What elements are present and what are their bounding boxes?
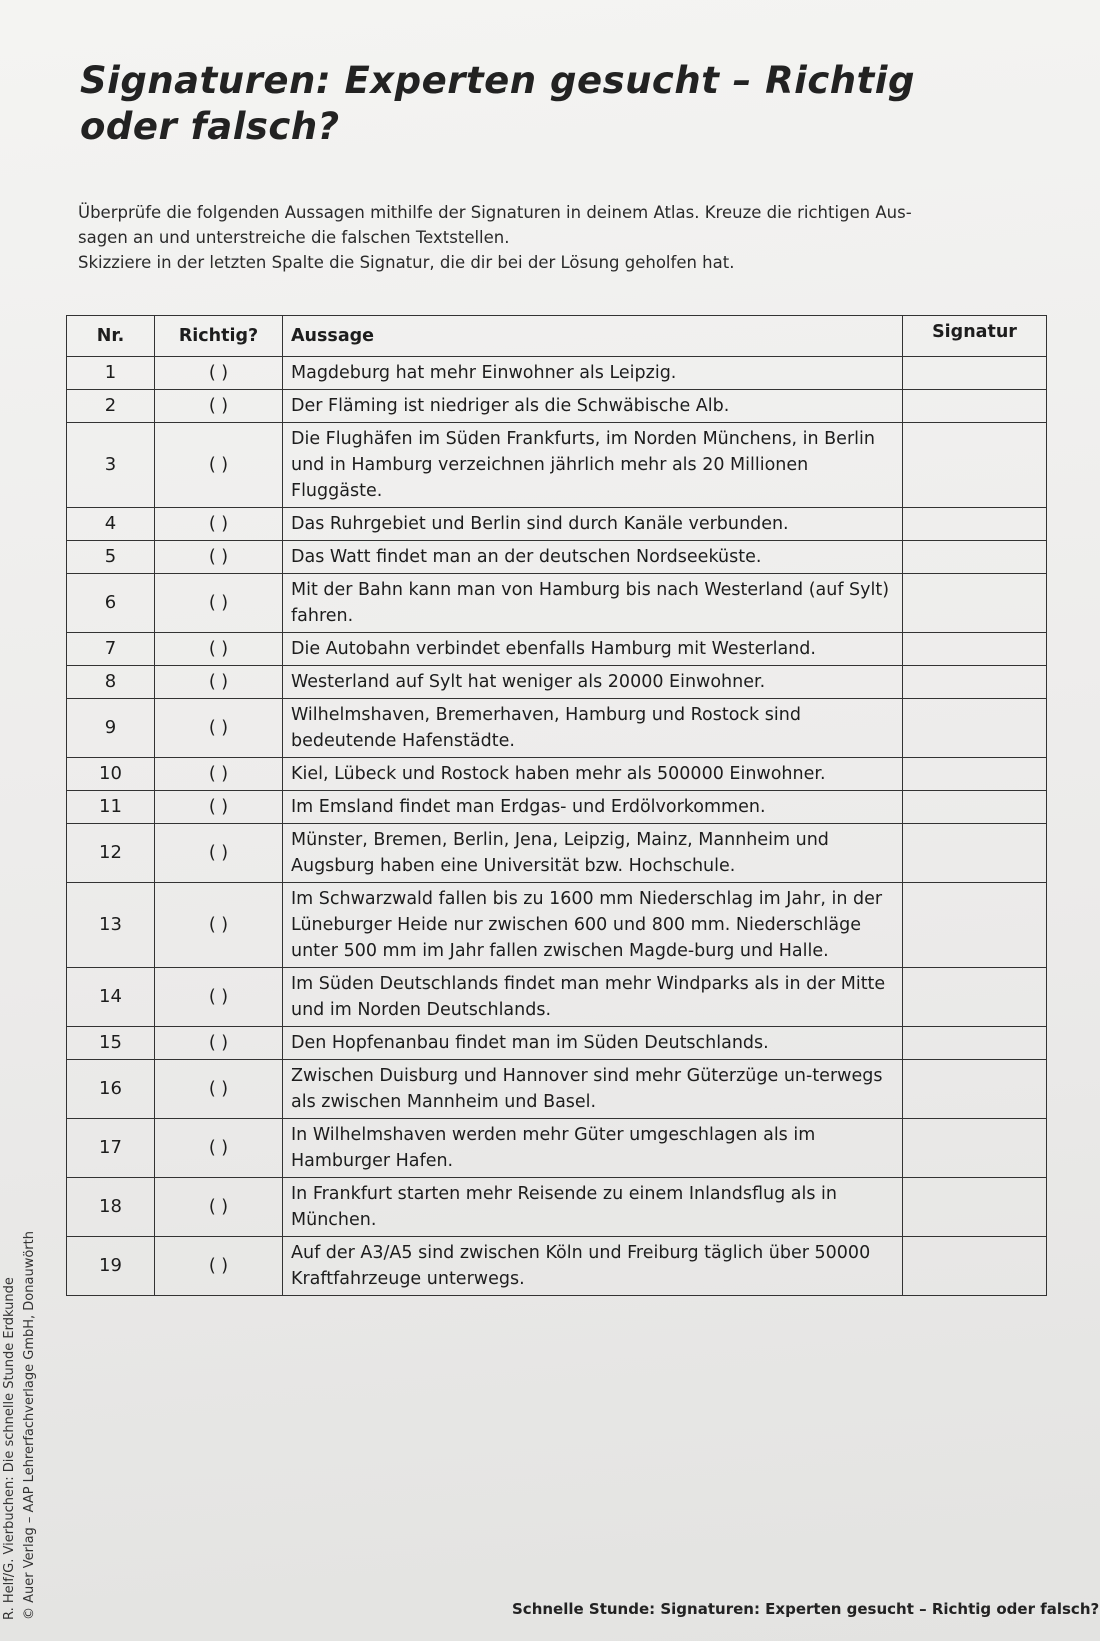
table-row [67,1237,1047,1296]
richtig-checkbox[interactable]: ( ) [155,758,283,791]
richtig-checkbox[interactable]: ( ) [155,1178,283,1237]
richtig-checkbox[interactable]: ( ) [155,883,283,968]
row-number: 1 [67,357,155,390]
signatur-sketch-cell[interactable] [903,1027,1047,1060]
table-row [67,1027,1047,1060]
row-number: 19 [67,1237,155,1296]
side-credit [0,1120,44,1620]
signatur-sketch-cell[interactable] [903,357,1047,390]
signatur-sketch-cell[interactable] [903,633,1047,666]
richtig-checkbox[interactable]: ( ) [155,1237,283,1296]
signatur-sketch-cell[interactable] [903,423,1047,508]
statement-text: In Frankfurt starten mehr Reisende zu einem Inlandsflug als in München. [283,1178,903,1237]
header-aussage: Aussage [283,316,903,357]
richtig-checkbox[interactable]: ( ) [155,1027,283,1060]
statement-text: Im Schwarzwald fallen bis zu 1600 mm Niederschlag im Jahr, in der Lüneburger Heide nur zwischen 600 und 800 mm. Niederschläge unter 500 mm im Jahr fallen zwischen Magde-burg und Halle. [283,883,903,968]
statement-text: Magdeburg hat mehr Einwohner als Leipzig. [283,357,903,390]
signatur-sketch-cell[interactable] [903,390,1047,423]
signatur-sketch-cell[interactable] [903,1119,1047,1178]
signatur-sketch-cell[interactable] [903,791,1047,824]
row-number: 9 [67,699,155,758]
richtig-checkbox[interactable]: ( ) [155,1060,283,1119]
richtig-checkbox[interactable]: ( ) [155,824,283,883]
row-number: 11 [67,791,155,824]
statement-text: Münster, Bremen, Berlin, Jena, Leipzig, Mainz, Mannheim und Augsburg haben eine Universität bzw. Hochschule. [283,824,903,883]
signatur-sketch-cell[interactable] [903,574,1047,633]
table-row [67,666,1047,699]
signatur-sketch-cell[interactable] [903,1060,1047,1119]
table-row [67,758,1047,791]
richtig-checkbox[interactable]: ( ) [155,357,283,390]
table-row [67,357,1047,390]
signatur-sketch-cell[interactable] [903,758,1047,791]
table-row [67,824,1047,883]
row-number: 8 [67,666,155,699]
statement-text: Im Süden Deutschlands findet man mehr Windparks als in der Mitte und im Norden Deutschlands. [283,968,903,1027]
richtig-checkbox[interactable]: ( ) [155,423,283,508]
statement-text: Kiel, Lübeck und Rostock haben mehr als 500000 Einwohner. [283,758,903,791]
row-number: 10 [67,758,155,791]
signatur-sketch-cell[interactable] [903,541,1047,574]
signatur-sketch-cell[interactable] [903,883,1047,968]
statement-text: Die Flughäfen im Süden Frankfurts, im Norden Münchens, in Berlin und in Hamburg verzeichnen jährlich mehr als 20 Millionen Fluggäste. [283,423,903,508]
instruction-line: sagen an und unterstreiche die falschen Textstellen. [78,228,510,247]
row-number: 4 [67,508,155,541]
signatur-sketch-cell[interactable] [903,666,1047,699]
signatur-sketch-cell[interactable] [903,1237,1047,1296]
statement-text: Westerland auf Sylt hat weniger als 20000 Einwohner. [283,666,903,699]
table-row [67,541,1047,574]
signatur-sketch-cell[interactable] [903,968,1047,1027]
richtig-checkbox[interactable]: ( ) [155,699,283,758]
row-number: 6 [67,574,155,633]
statement-text: Auf der A3/A5 sind zwischen Köln und Freiburg täglich über 50000 Kraftfahrzeuge unterwegs. [283,1237,903,1296]
header-richtig: Richtig? [155,316,283,357]
statement-text: Wilhelmshaven, Bremerhaven, Hamburg und Rostock sind bedeutende Hafenstädte. [283,699,903,758]
table-row [67,633,1047,666]
richtig-checkbox[interactable]: ( ) [155,508,283,541]
table-row [67,423,1047,508]
richtig-checkbox[interactable]: ( ) [155,666,283,699]
statement-text: Den Hopfenanbau findet man im Süden Deutschlands. [283,1027,903,1060]
row-number: 12 [67,824,155,883]
table-row [67,1119,1047,1178]
richtig-checkbox[interactable]: ( ) [155,791,283,824]
table-row [67,791,1047,824]
signatur-sketch-cell[interactable] [903,824,1047,883]
statement-text: Der Fläming ist niedriger als die Schwäbische Alb. [283,390,903,423]
row-number: 3 [67,423,155,508]
statement-text: Das Watt findet man an der deutschen Nordseeküste. [283,541,903,574]
row-number: 18 [67,1178,155,1237]
signatur-sketch-cell[interactable] [903,699,1047,758]
richtig-checkbox[interactable]: ( ) [155,574,283,633]
statement-text: Zwischen Duisburg und Hannover sind mehr Güterzüge un-terwegs als zwischen Mannheim und Basel. [283,1060,903,1119]
richtig-checkbox[interactable]: ( ) [155,390,283,423]
row-number: 17 [67,1119,155,1178]
statement-text: Mit der Bahn kann man von Hamburg bis nach Westerland (auf Sylt) fahren. [283,574,903,633]
row-number: 13 [67,883,155,968]
table-row [67,1060,1047,1119]
header-signatur: Signatur [903,316,1047,357]
statement-text: In Wilhelmshaven werden mehr Güter umgeschlagen als im Hamburger Hafen. [283,1119,903,1178]
statement-text: Im Emsland findet man Erdgas- und Erdölvorkommen. [283,791,903,824]
table-row [67,968,1047,1027]
instruction-line: Skizziere in der letzten Spalte die Signatur, die dir bei der Lösung geholfen hat. [78,253,735,272]
table-row [67,699,1047,758]
richtig-checkbox[interactable]: ( ) [155,633,283,666]
signatur-sketch-cell[interactable] [903,1178,1047,1237]
row-number: 5 [67,541,155,574]
statement-text: Das Ruhrgebiet und Berlin sind durch Kanäle verbunden. [283,508,903,541]
row-number: 16 [67,1060,155,1119]
richtig-checkbox[interactable]: ( ) [155,968,283,1027]
credit-line: R. Helf/G. Vierbuchen: Die schnelle Stunde Erdkunde [2,1277,17,1620]
header-nr: Nr. [67,316,155,357]
table-row [67,1178,1047,1237]
table-row [67,574,1047,633]
worksheet-title: Signaturen: Experten gesucht – Richtig oder falsch? [80,59,915,148]
instruction-line: Überprüfe die folgenden Aussagen mithilfe der Signaturen in deinem Atlas. Kreuze die richtigen Aus- [78,203,912,222]
row-number: 14 [67,968,155,1027]
credit-line: © Auer Verlag – AAP Lehrerfachverlage GmbH, Donauwörth [22,1231,37,1620]
richtig-checkbox[interactable]: ( ) [155,1119,283,1178]
row-number: 7 [67,633,155,666]
page-footer: Schnelle Stunde: Signaturen: Experten gesucht – Richtig oder falsch? [512,1600,1100,1618]
row-number: 2 [67,390,155,423]
table-row [67,508,1047,541]
table-row [67,883,1047,968]
statement-text: Die Autobahn verbindet ebenfalls Hamburg mit Westerland. [283,633,903,666]
table-header-row [67,316,1047,357]
richtig-checkbox[interactable]: ( ) [155,541,283,574]
statements-table [66,315,1047,1296]
row-number: 15 [67,1027,155,1060]
instructions [78,200,1038,275]
table-row [67,390,1047,423]
signatur-sketch-cell[interactable] [903,508,1047,541]
